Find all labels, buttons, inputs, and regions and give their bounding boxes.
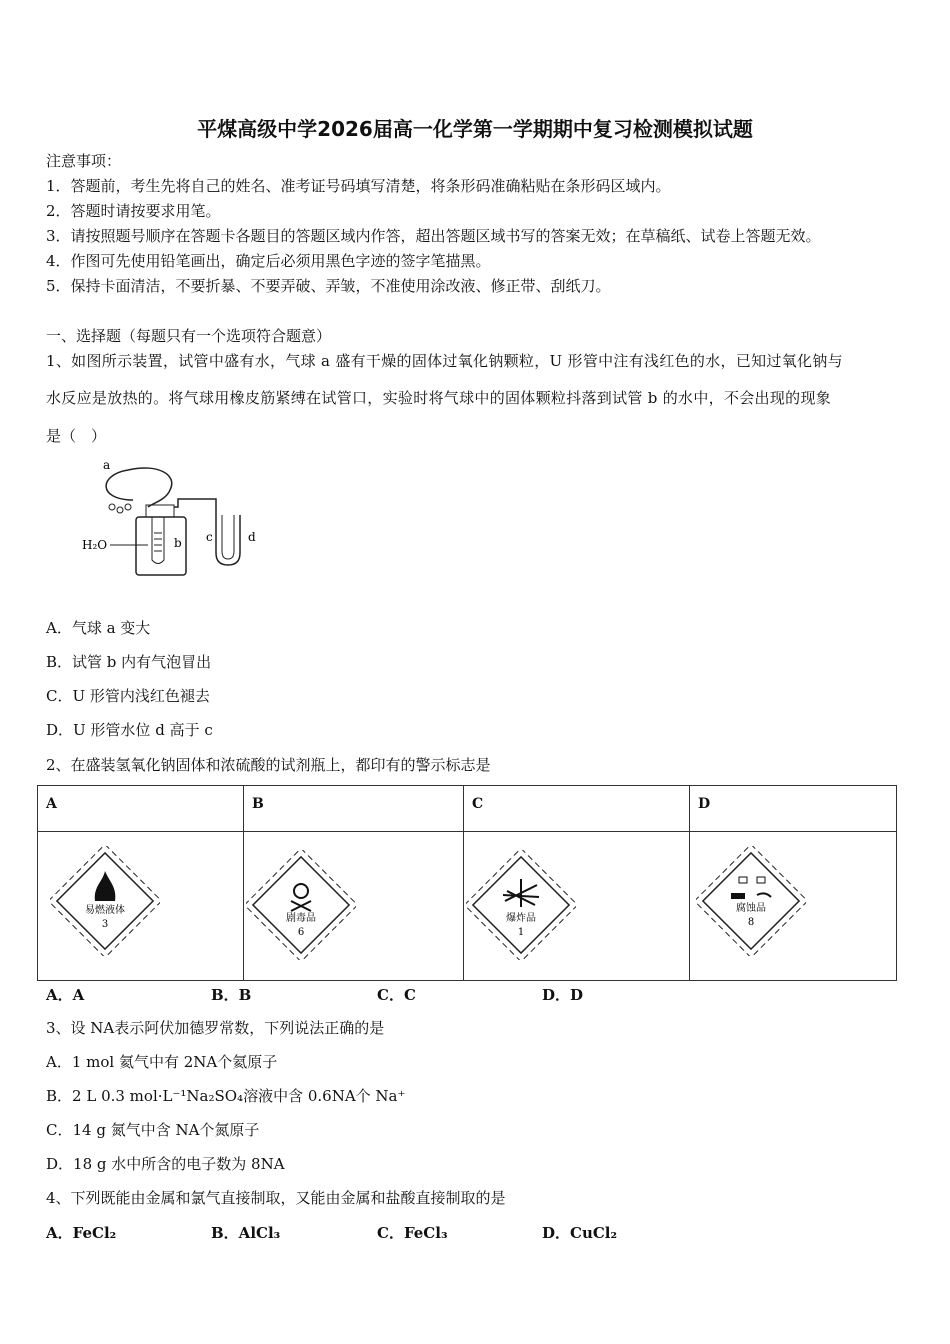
q4-option-d[interactable]: D．CuCl₂ xyxy=(542,1224,618,1242)
svg-text:3: 3 xyxy=(101,919,109,930)
q2-sign-table xyxy=(37,785,897,981)
label-b: b xyxy=(174,536,182,550)
label-d: d xyxy=(248,530,256,544)
q1-option-a[interactable]: A．气球 a 变大 xyxy=(46,619,151,637)
svg-text:1: 1 xyxy=(517,927,525,938)
q3-option-d[interactable]: D．18 g 水中所含的电子数为 8NA xyxy=(46,1155,285,1173)
q1-stem: 是（ ） xyxy=(46,427,107,445)
q3-option-b[interactable]: B．2 L 0.3 mol·L⁻¹Na₂SO₄溶液中含 0.6NA个 Na⁺ xyxy=(46,1087,406,1105)
toxic-sign xyxy=(244,832,464,981)
col-d: D xyxy=(690,786,897,832)
section-heading: 一、选择题（每题只有一个选项符合题意） xyxy=(46,327,332,345)
svg-text:易燃液体: 易燃液体 xyxy=(85,905,125,916)
q3-option-c[interactable]: C．14 g 氮气中含 NA个氮原子 xyxy=(46,1121,260,1139)
corrosive-sign xyxy=(690,832,897,981)
col-a: A xyxy=(38,786,244,832)
svg-text:爆炸品: 爆炸品 xyxy=(506,913,536,924)
q1-apparatus-figure xyxy=(78,455,288,585)
q4-option-b[interactable]: B．AlCl₃ xyxy=(211,1224,281,1242)
note-item: 2．答题时请按要求用笔。 xyxy=(46,202,221,220)
col-b: B xyxy=(244,786,464,832)
notes-heading: 注意事项： xyxy=(46,152,122,170)
svg-text:剧毒品: 剧毒品 xyxy=(286,913,316,924)
q3-stem: 3、设 NA表示阿伏加德罗常数，下列说法正确的是 xyxy=(46,1019,385,1037)
svg-text:6: 6 xyxy=(297,927,305,938)
svg-text:8: 8 xyxy=(747,917,755,928)
q1-option-b[interactable]: B．试管 b 内有气泡冒出 xyxy=(46,653,212,671)
q2-option-b[interactable]: B．B xyxy=(211,986,252,1004)
label-a: a xyxy=(103,458,111,472)
svg-text:腐蚀品: 腐蚀品 xyxy=(736,903,766,914)
q1-option-d[interactable]: D．U 形管水位 d 高于 c xyxy=(46,721,213,739)
col-c: C xyxy=(464,786,690,832)
note-item: 4．作图可先使用铅笔画出，确定后必须用黑色字迹的签字笔描黑。 xyxy=(46,252,491,270)
explosive-sign xyxy=(464,832,690,981)
q2-stem: 2、在盛装氢氧化钠固体和浓硫酸的试剂瓶上，都印有的警示标志是 xyxy=(46,756,491,774)
q3-option-a[interactable]: A．1 mol 氦气中有 2NA个氦原子 xyxy=(46,1053,278,1071)
q2-option-a[interactable]: A．A xyxy=(46,986,85,1004)
note-item: 3．请按照题号顺序在答题卡各题目的答题区域内作答，超出答题区域书写的答案无效；在草稿纸、试卷上答题无效。 xyxy=(46,227,821,245)
q4-option-c[interactable]: C．FeCl₃ xyxy=(377,1224,448,1242)
page-title: 平煤高级中学2026届高一化学第一学期期中复习检测模拟试题 xyxy=(197,117,753,141)
q1-stem: 水反应是放热的。将气球用橡皮筋紧缚在试管口，实验时将气球中的固体颗粒抖落到试管 b 的水中，不会出现的现象 xyxy=(46,389,832,407)
note-item: 5．保持卡面清洁，不要折暴、不要弄破、弄皱，不准使用涂改液、修正带、刮纸刀。 xyxy=(46,277,611,295)
q2-option-d[interactable]: D．D xyxy=(542,986,584,1004)
label-water: H₂O xyxy=(82,538,108,552)
flammable-sign xyxy=(38,832,244,981)
label-c: c xyxy=(206,530,213,544)
q4-stem: 4、下列既能由金属和氯气直接制取，又能由金属和盐酸直接制取的是 xyxy=(46,1189,506,1207)
note-item: 1．答题前，考生先将自己的姓名、准考证号码填写清楚，将条形码准确粘贴在条形码区域内。 xyxy=(46,177,671,195)
q2-option-c[interactable]: C．C xyxy=(377,986,416,1004)
q4-option-a[interactable]: A．FeCl₂ xyxy=(46,1224,117,1242)
q1-option-c[interactable]: C．U 形管内浅红色褪去 xyxy=(46,687,210,705)
q1-stem: 1、如图所示装置，试管中盛有水，气球 a 盛有干燥的固体过氧化钠颗粒，U 形管中注有浅红色的水，已知过氧化钠与 xyxy=(46,352,843,370)
